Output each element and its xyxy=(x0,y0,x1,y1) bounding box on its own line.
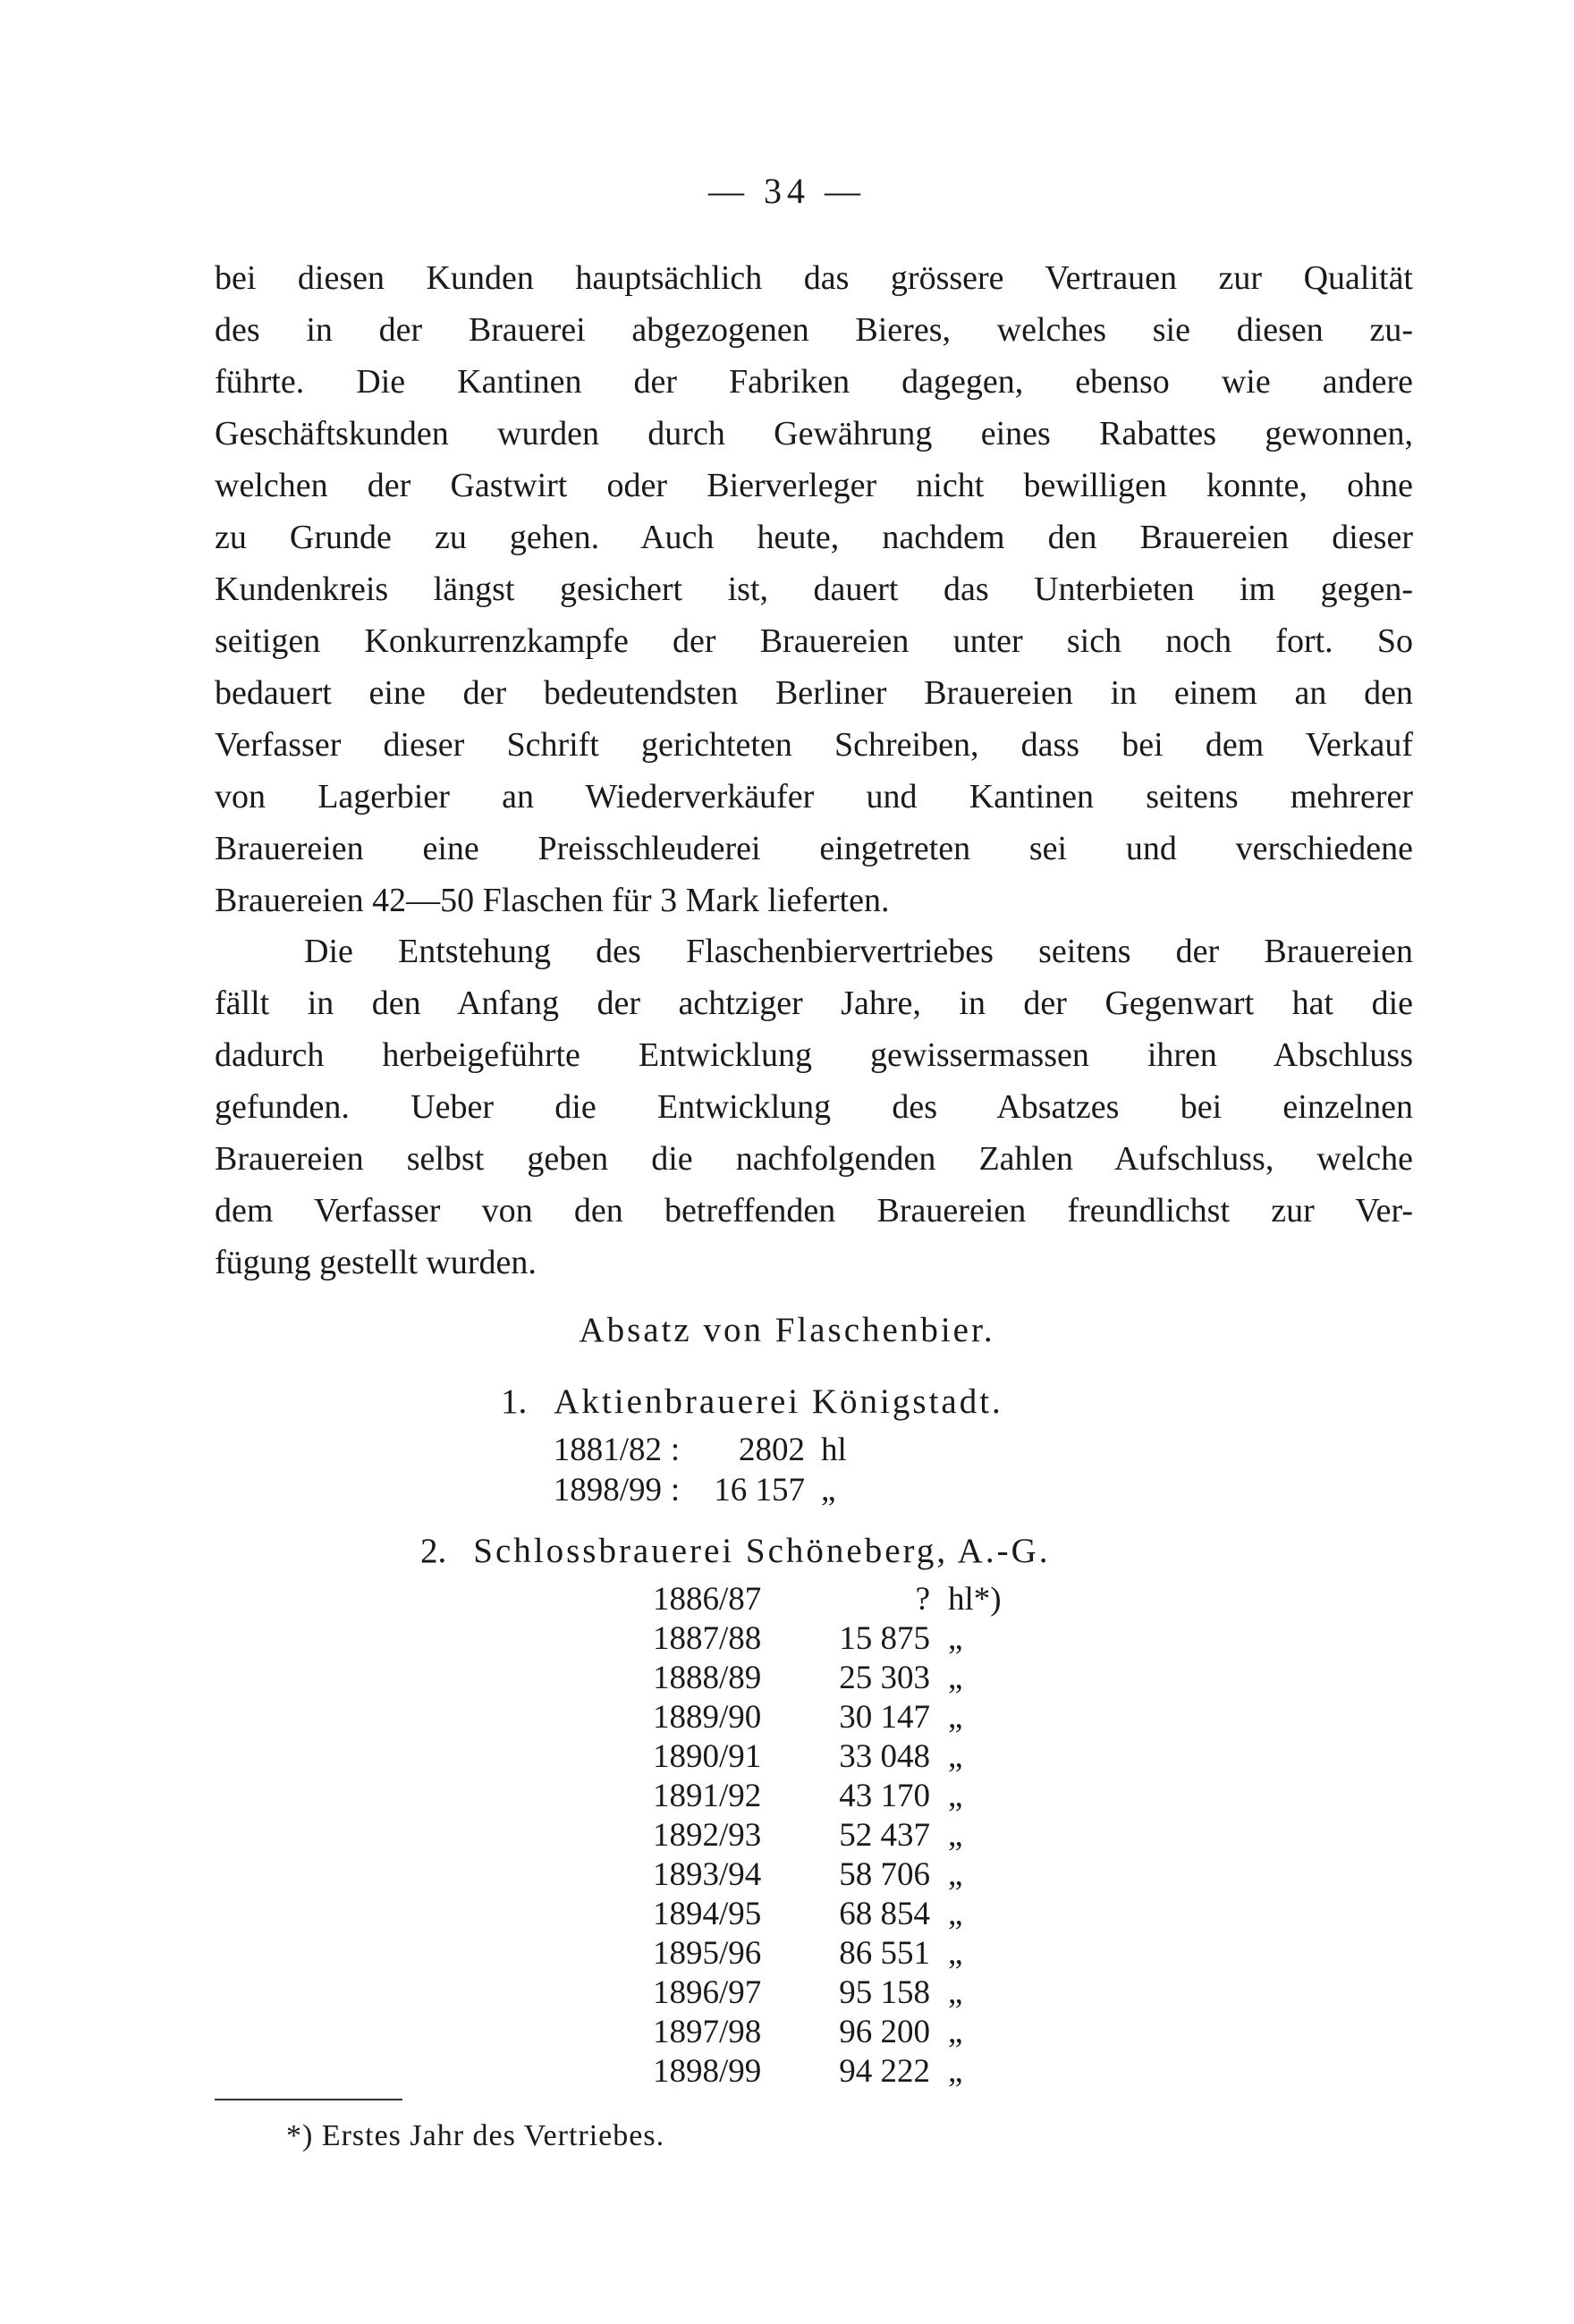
text-line: dadurch herbeigeführte Entwicklung gewissermassen ihren Abschluss xyxy=(215,1036,1413,1074)
table-row xyxy=(653,1737,1028,1776)
value-cell: 16 157 xyxy=(714,1472,805,1508)
table-row xyxy=(653,2013,1028,2051)
year-cell: 1881/82 xyxy=(553,1432,662,1468)
text-line: Brauereien eine Preisschleuderei eingetreten sei und verschiedene xyxy=(215,830,1413,867)
text-line: welchen der Gastwirt oder Bierverleger nicht bewilligen konnte, ohne xyxy=(215,467,1413,504)
value-cell: 33 048 xyxy=(839,1738,930,1775)
footnote-divider xyxy=(215,2099,402,2100)
value-cell: 43 170 xyxy=(839,1778,930,1814)
text-line: des in der Brauerei abgezogenen Bieres, welches sie diesen zu- xyxy=(215,311,1413,349)
text-line: Geschäftskunden wurden durch Gewährung eines Rabattes gewonnen, xyxy=(215,415,1413,452)
year-cell: 1886/87 xyxy=(653,1581,762,1618)
value-cell: 68 854 xyxy=(839,1896,930,1932)
table-row xyxy=(483,1431,875,1469)
brewery-name: Aktienbrauerei Königstadt. xyxy=(554,1382,1003,1421)
year-cell: 1888/89 xyxy=(653,1660,762,1696)
brewery-number: 1. xyxy=(501,1382,528,1421)
unit-cell: „ xyxy=(948,2014,963,2050)
year-cell: 1895/96 xyxy=(653,1935,762,1972)
text-line: fügung gestellt wurden. xyxy=(215,1244,537,1281)
table-row xyxy=(653,1659,1028,1697)
table-title: Absatz von Flaschenbier. xyxy=(579,1311,995,1349)
year-cell: 1891/92 xyxy=(653,1778,762,1814)
table-row xyxy=(653,1698,1028,1737)
brewery-heading-1 xyxy=(501,1382,1003,1422)
unit-cell: hl xyxy=(821,1432,847,1468)
unit-cell: „ xyxy=(948,1817,963,1854)
value-cell: 52 437 xyxy=(839,1817,930,1854)
unit-cell: „ xyxy=(948,1935,963,1972)
value-cell: 30 147 xyxy=(839,1699,930,1736)
text-line: Brauereien 42—50 Flaschen für 3 Mark lieferten. xyxy=(215,882,890,919)
value-cell: 86 551 xyxy=(839,1935,930,1972)
year-cell: 1890/91 xyxy=(653,1738,762,1775)
unit-cell: „ xyxy=(948,1699,963,1736)
table-row xyxy=(653,1777,1028,1815)
value-cell: 2802 xyxy=(739,1432,805,1468)
year-cell: 1898/99 xyxy=(653,2053,762,2090)
text-line: von Lagerbier an Wiederverkäufer und Kantinen seitens mehrerer xyxy=(215,778,1413,816)
year-cell: 1897/98 xyxy=(653,2014,762,2050)
value-cell: 94 222 xyxy=(839,2053,930,2090)
year-cell: 1887/88 xyxy=(653,1620,762,1657)
text-line: Die Entstehung des Flaschenbiervertriebes seitens der Brauereien xyxy=(304,933,1413,970)
unit-cell: „ xyxy=(948,1896,963,1932)
unit-cell: hl*) xyxy=(948,1581,1002,1618)
table-row xyxy=(653,1619,1028,1658)
text-line: dem Verfasser von den betreffenden Brauereien freundlichst zur Ver- xyxy=(215,1192,1413,1230)
separator-cell: : xyxy=(670,1432,681,1468)
table-row xyxy=(653,1973,1028,2012)
separator-cell: : xyxy=(670,1472,681,1508)
brewery-heading-2 xyxy=(420,1531,1051,1571)
brewery-name: Schlossbrauerei Schöneberg, A.-G. xyxy=(473,1532,1051,1570)
year-cell: 1892/93 xyxy=(653,1817,762,1854)
table-row xyxy=(653,1934,1028,1973)
text-line: bedauert eine der bedeutendsten Berliner Brauereien in einem an den xyxy=(215,674,1413,712)
text-line: führte. Die Kantinen der Fabriken dagegen, ebenso wie andere xyxy=(215,363,1413,401)
value-cell: 25 303 xyxy=(839,1660,930,1696)
table-row xyxy=(653,1816,1028,1855)
unit-cell: „ xyxy=(948,1738,963,1775)
text-line: bei diesen Kunden hauptsächlich das grössere Vertrauen zur Qualität xyxy=(215,259,1413,297)
table-row xyxy=(653,1895,1028,1933)
brewery-number: 2. xyxy=(420,1532,447,1570)
paragraph-1 xyxy=(215,252,1413,926)
year-cell: 1889/90 xyxy=(653,1699,762,1736)
paragraph-2 xyxy=(215,925,1413,1289)
unit-cell: „ xyxy=(948,1856,963,1893)
value-cell: 96 200 xyxy=(839,2014,930,2050)
value-cell: 95 158 xyxy=(839,1974,930,2011)
unit-cell: „ xyxy=(821,1472,836,1508)
text-line: Verfasser dieser Schrift gerichteten Schreiben, dass bei dem Verkauf xyxy=(215,726,1413,764)
text-line: Kundenkreis längst gesichert ist, dauert das Unterbieten im gegen- xyxy=(215,570,1413,608)
value-cell: 58 706 xyxy=(839,1856,930,1893)
text-line: Brauereien selbst geben die nachfolgenden Zahlen Aufschluss, welche xyxy=(215,1140,1413,1178)
footnote: *) Erstes Jahr des Vertriebes. xyxy=(286,2119,665,2152)
unit-cell: „ xyxy=(948,1974,963,2011)
year-cell: 1894/95 xyxy=(653,1896,762,1932)
year-cell: 1893/94 xyxy=(653,1856,762,1893)
unit-cell: „ xyxy=(948,1620,963,1657)
table-row xyxy=(653,1580,1028,1618)
text-line: fällt in den Anfang der achtziger Jahre, in der Gegenwart hat die xyxy=(215,985,1413,1022)
unit-cell: „ xyxy=(948,2053,963,2090)
year-cell: 1896/97 xyxy=(653,1974,762,2011)
text-line: zu Grunde zu gehen. Auch heute, nachdem den Brauereien dieser xyxy=(215,519,1413,556)
table-row xyxy=(653,2052,1028,2091)
table-row xyxy=(653,1855,1028,1894)
page-number: — 34 — xyxy=(708,171,866,211)
year-cell: 1898/99 xyxy=(553,1472,662,1508)
value-cell: 15 875 xyxy=(839,1620,930,1657)
value-cell: ? xyxy=(915,1581,930,1618)
unit-cell: „ xyxy=(948,1778,963,1814)
text-line: seitigen Konkurrenzkampfe der Brauereien unter sich noch fort. So xyxy=(215,622,1413,660)
unit-cell: „ xyxy=(948,1660,963,1696)
text-line: gefunden. Ueber die Entwicklung des Absatzes bei einzelnen xyxy=(215,1088,1413,1126)
table-row xyxy=(483,1471,875,1509)
